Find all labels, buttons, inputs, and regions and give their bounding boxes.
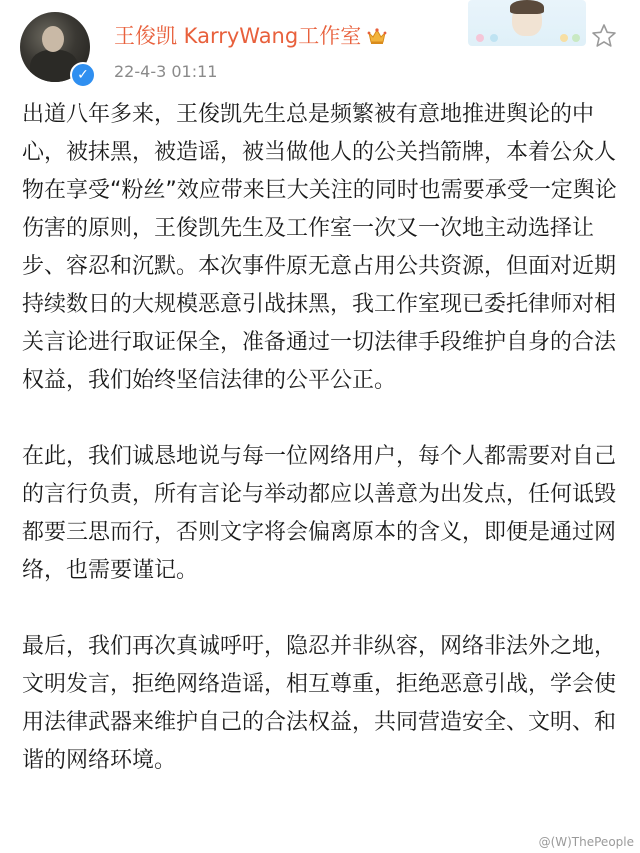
- avatar[interactable]: [20, 12, 96, 88]
- post-body: [22, 96, 626, 818]
- author-name[interactable]: 王俊凯 KarryWang工作室: [114, 24, 362, 48]
- profile-banner-image: [468, 0, 586, 46]
- watermark: @(W)ThePeople: [538, 835, 634, 849]
- verified-badge-icon: ✓: [70, 62, 96, 88]
- post-paragraph-3: 最后，我们再次真诚呼吁，隐忍并非纵容，网络非法外之地，文明发言，拒绝网络造谣，相互尊重，拒绝恶意引战，学会使用法律武器来维护自己的合法权益，共同营造安全、文明、和谐的网络环境。: [22, 634, 617, 773]
- post-header: [0, 0, 640, 90]
- post-paragraph-1: 出道八年多来，王俊凯先生总是频繁被有意地推进舆论的中心，被抹黑，被造谣，被当做他人的公关挡箭牌，本着公众人物在享受“粉丝”效应带来巨大关注的同时也需要承受一定舆论伤害的原则，王俊凯先生及工作室一次又一次地主动选择让步、容忍和沉默。本次事件原无意占用公共资源，但面对近期持续数日的大规模恶意引战抹黑，我工作室现已委托律师对相关言论进行取证保全，准备通过一切法律手段维护自身的合法权益，我们始终坚信法律的公平公正。: [22, 102, 617, 393]
- crown-icon: [367, 27, 387, 45]
- author-name-row[interactable]: [114, 20, 387, 50]
- post-paragraph-2: 在此，我们诚恳地说与每一位网络用户，每个人都需要对自己的言行负责，所有言论与举动都应以善意为出发点，任何诋毁都要三思而行，否则文字将会偏离原本的含义，即便是通过网络，也需要谨记。: [22, 444, 617, 583]
- star-icon[interactable]: [590, 22, 618, 50]
- post-timestamp: 22-4-3 01:11: [114, 62, 218, 81]
